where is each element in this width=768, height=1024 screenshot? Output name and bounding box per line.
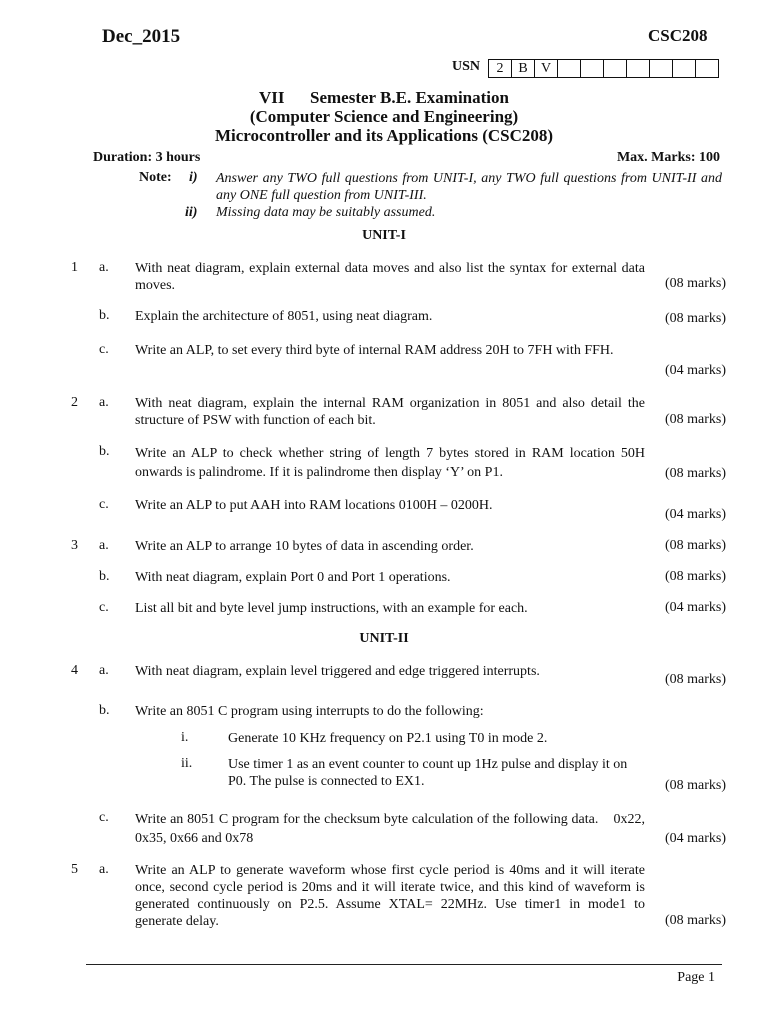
- usn-box: V: [535, 60, 558, 77]
- usn-box: [650, 60, 673, 77]
- question-marks: (04 marks): [664, 363, 726, 378]
- course-title: Microcontroller and its Applications (CSC208): [214, 126, 554, 145]
- question-marks: (08 marks): [664, 466, 726, 481]
- question-letter: a.: [99, 395, 109, 410]
- question-marks: (08 marks): [664, 672, 726, 687]
- subitem-text: Generate 10 KHz frequency on P2.1 using T0 in mode 2.: [228, 731, 548, 746]
- question-text: Explain the architecture of 8051, using neat diagram.: [135, 309, 433, 324]
- semester-title: VII Semester B.E. Examination: [259, 88, 509, 107]
- note-text: Answer any TWO full questions from UNIT-I, any TWO full questions from UNIT-II and any ONE full question from UNIT-III.: [216, 171, 722, 203]
- question-marks: (08 marks): [664, 778, 726, 793]
- question-marks: (08 marks): [664, 913, 726, 928]
- usn-box: B: [512, 60, 535, 77]
- question-marks: (08 marks): [664, 569, 726, 584]
- question-letter: a.: [99, 260, 109, 275]
- question-number: 1: [71, 260, 78, 275]
- question-text: Write an ALP to generate waveform whose first cycle period is 40ms and it will iterate once, second cycle period is 20ms and it will iterate twice, and this kind of waveform is generated continuously on P2.5. Assume XTAL= 22MHz. Use timer1 in mode1 to generate delay.: [135, 863, 645, 929]
- note-label: Note:: [139, 170, 172, 185]
- question-text: Write an ALP to put AAH into RAM locations 0100H – 0200H.: [135, 498, 493, 513]
- question-text: With neat diagram, explain level triggered and edge triggered interrupts.: [135, 664, 540, 679]
- question-number: 2: [71, 395, 78, 410]
- question-text: Write an ALP to arrange 10 bytes of data in ascending order.: [135, 539, 474, 554]
- subitem-number: i.: [181, 730, 189, 745]
- subitem-text: Use timer 1 as an event counter to count up 1Hz pulse and display it on P0. The pulse is connected to EX1.: [228, 757, 628, 789]
- note-number: i): [189, 170, 198, 185]
- question-text: List all bit and byte level jump instructions, with an example for each.: [135, 601, 528, 616]
- department-title: (Computer Science and Engineering): [249, 107, 519, 126]
- subitem-number: ii.: [181, 756, 193, 771]
- duration: Duration: 3 hours: [93, 150, 201, 165]
- question-text: With neat diagram, explain Port 0 and Port 1 operations.: [135, 570, 451, 585]
- unit-heading: UNIT-II: [359, 631, 409, 646]
- usn-box: [673, 60, 696, 77]
- question-marks: (08 marks): [664, 538, 726, 553]
- usn-box: [558, 60, 581, 77]
- question-marks: (04 marks): [664, 507, 726, 522]
- question-text: Write an 8051 C program using interrupts to do the following:: [135, 704, 484, 719]
- question-number: 5: [71, 862, 78, 877]
- question-marks: (08 marks): [664, 276, 726, 291]
- footer-divider: [86, 964, 722, 965]
- question-number: 4: [71, 663, 78, 678]
- question-text: Write an ALP, to set every third byte of internal RAM address 20H to 7FH with FFH.: [135, 343, 614, 358]
- question-letter: b.: [99, 703, 110, 718]
- note-number: ii): [185, 205, 198, 220]
- question-marks: (08 marks): [664, 412, 726, 427]
- unit-heading: UNIT-I: [362, 228, 406, 243]
- max-marks: Max. Marks: 100: [616, 150, 720, 165]
- usn-box: [696, 60, 718, 77]
- question-marks: (04 marks): [664, 600, 726, 615]
- usn-box: [604, 60, 627, 77]
- note-text: Missing data may be suitably assumed.: [216, 205, 436, 220]
- question-letter: a.: [99, 862, 109, 877]
- question-letter: b.: [99, 308, 110, 323]
- page-number: Page 1: [677, 970, 715, 985]
- question-number: 3: [71, 538, 78, 553]
- question-letter: c.: [99, 810, 109, 825]
- usn-boxes: [488, 59, 719, 78]
- question-marks: (08 marks): [664, 311, 726, 326]
- usn-box: [627, 60, 650, 77]
- question-letter: c.: [99, 600, 109, 615]
- question-marks: (04 marks): [664, 831, 726, 846]
- question-text: With neat diagram, explain the internal RAM organization in 8051 and also detail the structure of PSW with function of each bit.: [135, 396, 645, 428]
- usn-box: [581, 60, 604, 77]
- question-text: Write an 8051 C program for the checksum byte calculation of the following data. 0x22, 0x35, 0x66 and 0x78: [135, 812, 649, 846]
- question-letter: b.: [99, 444, 110, 459]
- usn-label: USN: [452, 59, 481, 74]
- question-letter: a.: [99, 663, 109, 678]
- question-text: Write an ALP to check whether string of length 7 bytes stored in RAM location 50H onwards is palindrome. If it is palindrome then display ‘Y’ on P1.: [135, 446, 645, 480]
- usn-box: 2: [489, 60, 512, 77]
- question-letter: b.: [99, 569, 110, 584]
- question-letter: c.: [99, 342, 109, 357]
- question-letter: c.: [99, 497, 109, 512]
- exam-date: Dec_2015: [102, 26, 181, 47]
- question-text: With neat diagram, explain external data moves and also list the syntax for external data moves.: [135, 261, 645, 293]
- course-code: CSC208: [648, 26, 708, 45]
- question-letter: a.: [99, 538, 109, 553]
